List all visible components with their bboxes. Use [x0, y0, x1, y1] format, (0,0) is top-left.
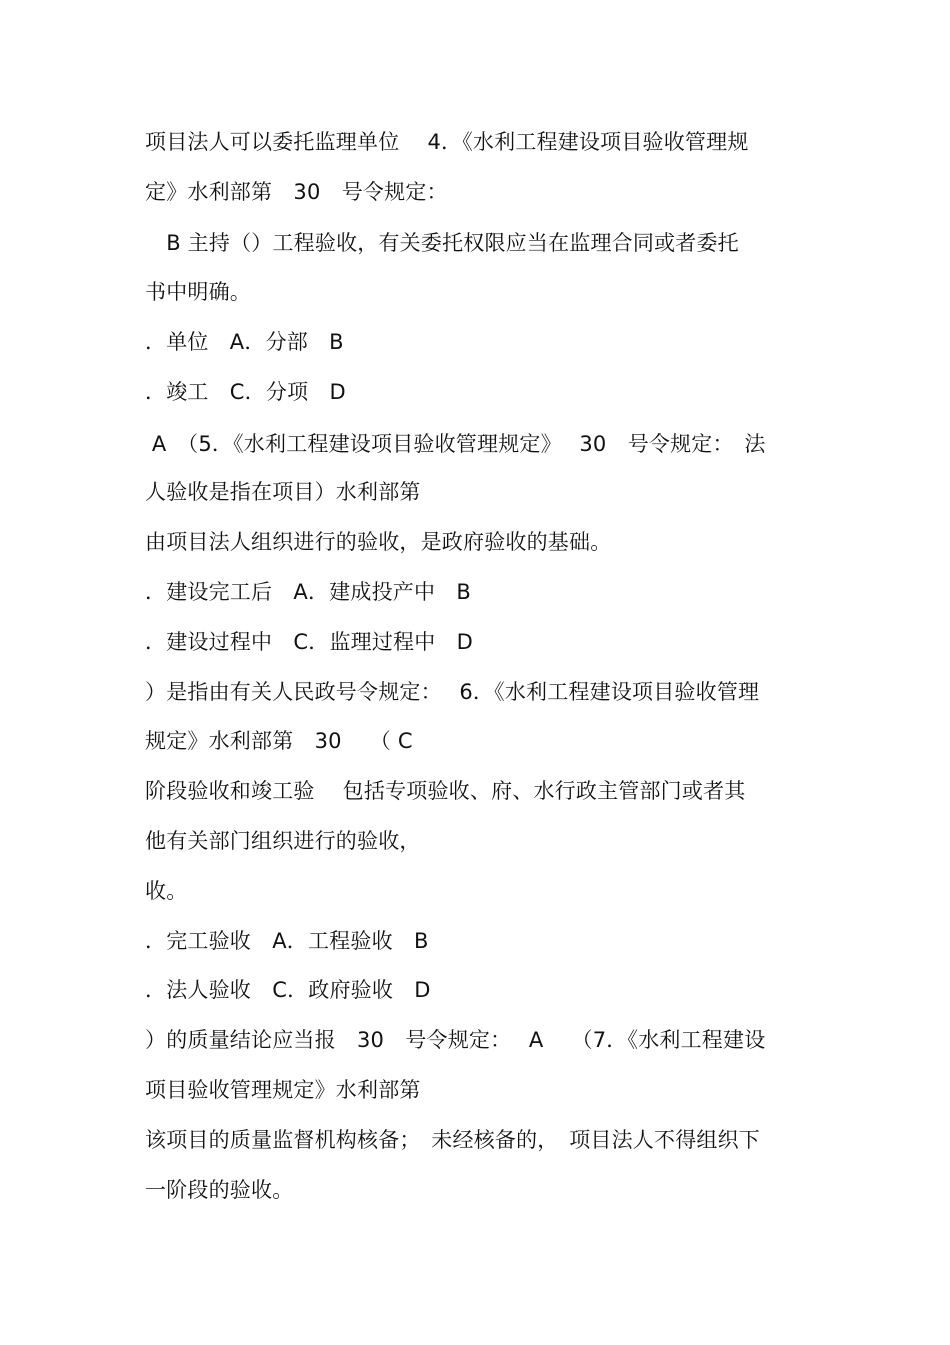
- text-line-21: 该项目的质量监督机构核备； 未经核备的， 项目法人不得组织下: [145, 1128, 760, 1152]
- text-line-2: 定》水利部第 30 号令规定：: [145, 180, 448, 204]
- text-line-9: 由项目法人组织进行的验收，是政府验收的基础。: [145, 530, 612, 554]
- text-line-18: ．法人验收 C．政府验收 D: [145, 978, 431, 1002]
- text-line-11: ．建设过程中 C．监理过程中 D: [145, 630, 474, 654]
- text-line-4: 书中明确。: [145, 280, 251, 304]
- text-line-6: ．竣工 C．分项 D: [145, 380, 346, 404]
- text-line-14: 阶段验收和竣工验 包括专项验收、府、水行政主管部门或者其: [145, 779, 746, 803]
- text-line-7: A （5．《水利工程建设项目验收管理规定》 30 号令规定： 法: [145, 432, 766, 456]
- text-line-3: B 主持（）工程验收，有关委托权限应当在监理合同或者委托: [145, 231, 739, 255]
- text-line-17: ．完工验收 A．工程验收 B: [145, 929, 429, 953]
- text-line-13: 规定》水利部第 30 （ C: [145, 729, 413, 753]
- text-line-20: 项目验收管理规定》水利部第: [145, 1078, 421, 1102]
- text-line-8: 人验收是指在项目）水利部第: [145, 480, 421, 504]
- text-line-16: 收。: [145, 879, 188, 903]
- text-line-10: ．建设完工后 A．建成投产中 B: [145, 580, 471, 604]
- text-line-1: 项目法人可以委托监理单位 4．《水利工程建设项目验收管理规: [145, 130, 749, 154]
- text-line-15: 他有关部门组织进行的验收，: [145, 829, 421, 853]
- text-line-22: 一阶段的验收。: [145, 1178, 294, 1202]
- text-line-12: ）是指由有关人民政号令规定： 6．《水利工程建设项目验收管理: [145, 680, 760, 704]
- text-line-5: ．单位 A．分部 B: [145, 330, 344, 354]
- text-line-19: ）的质量结论应当报 30 号令规定： A （7．《水利工程建设: [145, 1028, 766, 1052]
